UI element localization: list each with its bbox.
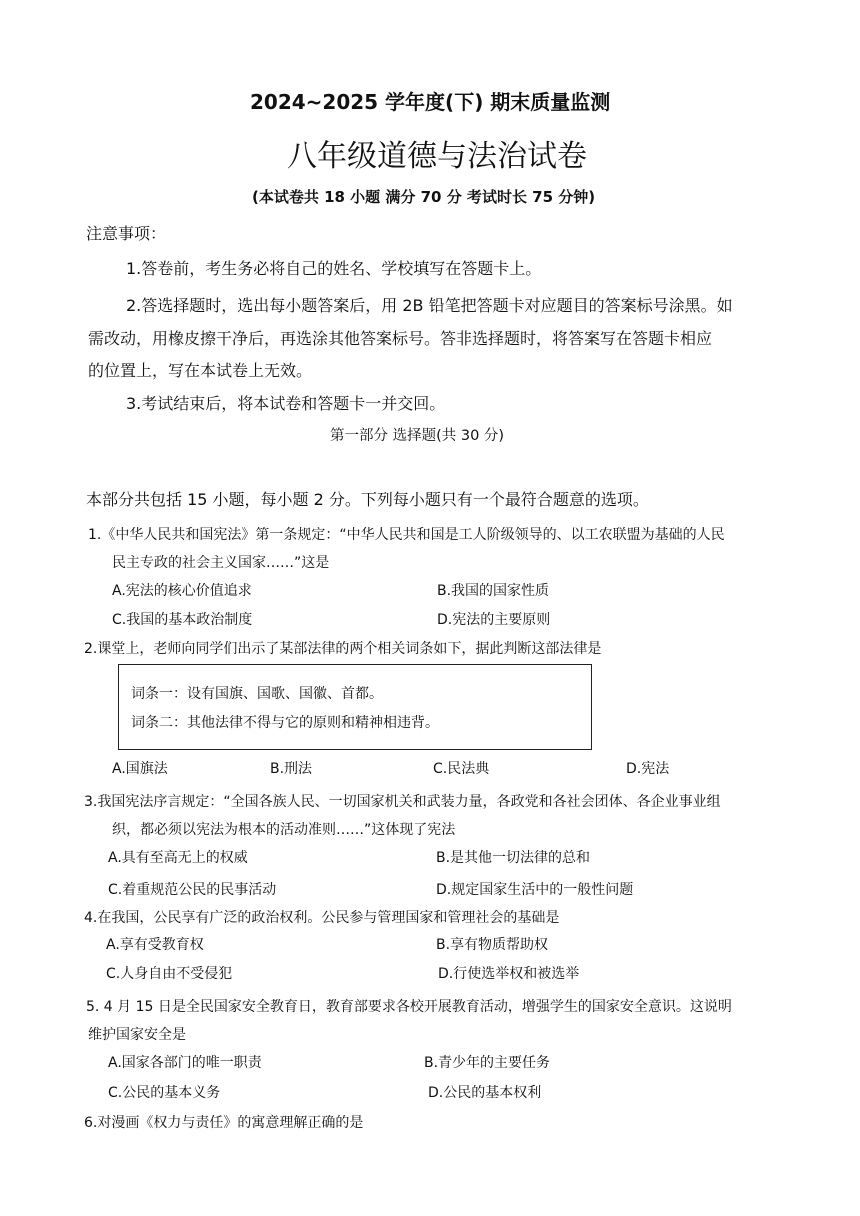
question-4-option-b: B.享有物质帮助权 (436, 937, 549, 953)
notice-item-1: 1.答卷前，考生务必将自己的姓名、学校填写在答题卡上。 (126, 259, 542, 278)
question-3-option-c: C.着重规范公民的民事活动 (108, 882, 277, 898)
question-2-entry-2: 词条二：其他法律不得与它的原则和精神相违背。 (131, 715, 439, 731)
notice-heading: 注意事项： (86, 224, 167, 243)
question-4-option-a: A.享有受教育权 (106, 937, 204, 953)
question-3-option-b: B.是其他一切法律的总和 (436, 850, 591, 866)
question-2-line-1: 2.课堂上，老师向同学们出示了某部法律的两个相关词条如下，据此判断这部法律是 (84, 641, 602, 657)
notice-item-2-line-1: 2.答选择题时，选出每小题答案后，用 2B 铅笔把答题卡对应题目的答案标号涂黑。如 (126, 296, 733, 315)
school-year-heading: 2024~2025 学年度(下) 期末质量监测 (250, 90, 611, 114)
question-5-option-b: B.青少年的主要任务 (424, 1055, 551, 1071)
exam-info: (本试卷共 18 小题 满分 70 分 考试时长 75 分钟) (252, 188, 596, 206)
question-3-option-a: A.具有至高无上的权威 (108, 850, 248, 866)
section-intro: 本部分共包括 15 小题，每小题 2 分。下列每小题只有一个最符合题意的选项。 (86, 490, 649, 509)
question-5-option-c: C.公民的基本义务 (108, 1085, 221, 1101)
question-3-option-d: D.规定国家生活中的一般性问题 (436, 882, 634, 898)
notice-item-3: 3.考试结束后，将本试卷和答题卡一并交回。 (126, 394, 446, 413)
exam-title: 八年级道德与法治试卷 (287, 139, 587, 174)
question-2-entry-box (118, 664, 592, 750)
question-5-option-a: A.国家各部门的唯一职责 (108, 1055, 262, 1071)
question-1-line-1: 1.《中华人民共和国宪法》第一条规定：“中华人民共和国是工人阶级领导的、以工农联盟为基础的人民 (88, 527, 725, 543)
question-4-option-d: D.行使选举权和被选举 (438, 966, 580, 982)
question-1-option-d: D.宪法的主要原则 (437, 612, 551, 628)
question-1-option-b: B.我国的国家性质 (437, 583, 550, 599)
question-2-option-b: B.刑法 (270, 761, 313, 777)
notice-item-2-line-2: 需改动，用橡皮擦干净后，再选涂其他答案标号。答非选择题时，将答案写在答题卡相应 (88, 329, 713, 348)
question-1-option-a: A.宪法的核心价值追求 (112, 583, 252, 599)
question-2-option-d: D.宪法 (626, 761, 670, 777)
question-6-line-1: 6.对漫画《权力与责任》的寓意理解正确的是 (84, 1115, 364, 1131)
question-5-line-2: 维护国家安全是 (88, 1027, 186, 1043)
question-1-line-2: 民主专政的社会主义国家……”这是 (112, 555, 330, 571)
question-4-line-1: 4.在我国，公民享有广泛的政治权利。公民参与管理国家和管理社会的基础是 (84, 910, 560, 926)
question-2-option-c: C.民法典 (433, 761, 490, 777)
question-5-line-1: 5. 4 月 15 日是全民国家安全教育日，教育部要求各校开展教育活动，增强学生的国家安全意识。这说明 (86, 999, 732, 1015)
question-3-line-1: 3.我国宪法序言规定：“全国各族人民、一切国家机关和武装力量，各政党和各社会团体、各企业事业组 (84, 794, 721, 810)
question-5-option-d: D.公民的基本权利 (428, 1085, 542, 1101)
question-2-entry-1: 词条一：设有国旗、国歌、国徽、首都。 (131, 686, 383, 702)
question-3-line-2: 织，都必须以宪法为根本的活动准则……”这体现了宪法 (112, 822, 456, 838)
question-4-option-c: C.人身自由不受侵犯 (106, 966, 233, 982)
question-1-option-c: C.我国的基本政治制度 (112, 612, 253, 628)
question-2-option-a: A.国旗法 (112, 761, 168, 777)
notice-item-2-line-3: 的位置上，写在本试卷上无效。 (88, 361, 313, 380)
section-title: 第一部分 选择题(共 30 分) (330, 428, 505, 444)
